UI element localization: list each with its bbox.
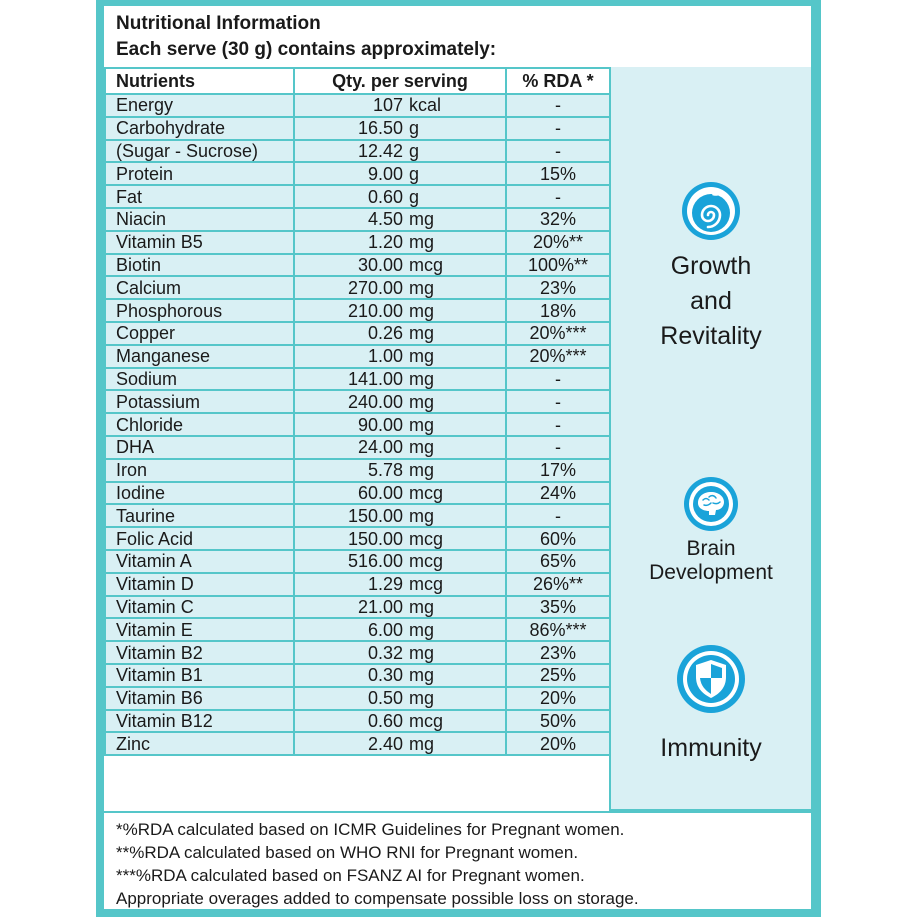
nutrient-name: Biotin (105, 254, 294, 277)
nutrient-rda: 35% (506, 596, 610, 619)
nutrient-quantity (294, 299, 506, 322)
nutrient-rda: 50% (506, 710, 610, 733)
column-header-qty: Qty. per serving (294, 68, 506, 94)
nutrient-name: Vitamin A (105, 550, 294, 573)
quantity-unit: mg (409, 619, 435, 640)
nutrient-rda: - (506, 413, 610, 436)
nutrient-quantity (294, 641, 506, 664)
table-row (105, 254, 610, 277)
nutrient-rda: 100%** (506, 254, 610, 277)
table-row (105, 527, 610, 550)
nutrient-quantity (294, 573, 506, 596)
serving-subtitle: Each serve (30 g) contains approximately: (116, 39, 497, 60)
nutrition-table (104, 67, 611, 756)
table-row (105, 368, 610, 391)
quantity-value: 150.00 (347, 528, 403, 549)
quantity-unit: mg (409, 346, 435, 367)
footnote-who: **%RDA calculated based on WHO RNI for Pregnant women. (116, 843, 579, 862)
table-row (105, 345, 610, 368)
nutrient-name: Zinc (105, 732, 294, 755)
quantity-value: 9.00 (367, 163, 403, 184)
footnote-fsanz: ***%RDA calculated based on FSANZ AI for Pregnant women. (116, 866, 585, 885)
quantity-unit: mg (409, 323, 435, 344)
quantity-unit: g (409, 140, 420, 161)
nutrient-rda: 20%*** (506, 345, 610, 368)
table-row (105, 299, 610, 322)
quantity-unit: mcg (409, 551, 444, 572)
nutrient-rda: - (506, 94, 610, 117)
quantity-value: 4.50 (367, 209, 403, 230)
table-row (105, 732, 610, 755)
table-row (105, 710, 610, 733)
nutrient-quantity (294, 687, 506, 710)
quantity-value: 6.00 (367, 619, 403, 640)
quantity-unit: g (409, 163, 420, 184)
quantity-unit: mcg (409, 254, 444, 275)
growth-label-line1: Growth (670, 252, 752, 280)
nutrient-rda: 23% (506, 641, 610, 664)
quantity-unit: kcal (409, 95, 442, 116)
nutrient-name: Iron (105, 459, 294, 482)
nutrient-rda: - (506, 117, 610, 140)
quantity-unit: mcg (409, 574, 444, 595)
column-header-rda: % RDA * (506, 68, 610, 94)
table-row (105, 117, 610, 140)
nutrient-name: Vitamin C (105, 596, 294, 619)
nutrient-quantity (294, 527, 506, 550)
quantity-unit: mg (409, 733, 435, 754)
quantity-value: 1.20 (367, 232, 403, 253)
nutrient-name: Niacin (105, 208, 294, 231)
brain-label-line2: Development (649, 561, 773, 584)
table-row (105, 550, 610, 573)
quantity-value: 0.26 (367, 323, 403, 344)
nutrient-rda: - (506, 140, 610, 163)
quantity-value: 5.78 (367, 460, 403, 481)
nutrient-rda: - (506, 390, 610, 413)
quantity-value: 0.30 (367, 665, 403, 686)
nutrient-quantity (294, 596, 506, 619)
quantity-value: 60.00 (357, 482, 403, 503)
nutrient-rda: 18% (506, 299, 610, 322)
immunity-section (609, 587, 811, 811)
nutrient-quantity (294, 436, 506, 459)
quantity-value: 150.00 (347, 505, 403, 526)
quantity-unit: mg (409, 642, 435, 663)
nutrient-quantity (294, 345, 506, 368)
nutrient-rda: 60% (506, 527, 610, 550)
table-row (105, 231, 610, 254)
nutrient-quantity (294, 459, 506, 482)
nutrient-name: Chloride (105, 413, 294, 436)
quantity-value: 21.00 (357, 596, 403, 617)
quantity-unit: mg (409, 688, 435, 709)
nutrient-quantity (294, 254, 506, 277)
nutrition-table-area (104, 67, 811, 811)
nutrient-name: Vitamin E (105, 618, 294, 641)
quantity-unit: g (409, 186, 420, 207)
growth-label-line3: Revitality (660, 322, 762, 350)
quantity-value: 0.60 (367, 710, 403, 731)
nutrient-rda: 23% (506, 276, 610, 299)
table-row (105, 687, 610, 710)
table-row (105, 504, 610, 527)
nutrient-rda: 20% (506, 732, 610, 755)
nutrient-rda: 20%** (506, 231, 610, 254)
quantity-value: 90.00 (357, 414, 403, 435)
nutrient-rda: 24% (506, 482, 610, 505)
nutrient-name: Fat (105, 185, 294, 208)
nutrient-name: Vitamin B2 (105, 641, 294, 664)
column-header-nutrients: Nutrients (105, 68, 294, 94)
nutrient-rda: 20% (506, 687, 610, 710)
table-row (105, 482, 610, 505)
nutrient-quantity (294, 140, 506, 163)
quantity-unit: mg (409, 300, 435, 321)
nutrient-name: Iodine (105, 482, 294, 505)
nutrient-rda: 32% (506, 208, 610, 231)
quantity-unit: mg (409, 391, 435, 412)
nutrient-rda: 25% (506, 664, 610, 687)
quantity-value: 16.50 (357, 118, 403, 139)
nutrient-rda: - (506, 185, 610, 208)
table-row (105, 208, 610, 231)
nutrient-rda: 26%** (506, 573, 610, 596)
quantity-unit: mcg (409, 482, 444, 503)
quantity-unit: mg (409, 437, 435, 458)
quantity-value: 1.29 (367, 574, 403, 595)
nutrient-quantity (294, 276, 506, 299)
nutrient-quantity (294, 185, 506, 208)
nutrient-quantity (294, 550, 506, 573)
quantity-value: 240.00 (347, 391, 403, 412)
nutrient-rda: 15% (506, 162, 610, 185)
quantity-unit: mg (409, 505, 435, 526)
table-row (105, 390, 610, 413)
quantity-value: 0.50 (367, 688, 403, 709)
quantity-value: 1.00 (367, 346, 403, 367)
nutrient-name: Vitamin D (105, 573, 294, 596)
table-row (105, 596, 610, 619)
brain-label-line1: Brain (686, 537, 736, 560)
nutrient-name: Carbohydrate (105, 117, 294, 140)
nutrient-name: DHA (105, 436, 294, 459)
nutrient-rda: - (506, 436, 610, 459)
nutrient-name: Manganese (105, 345, 294, 368)
footnotes (104, 811, 811, 909)
table-row (105, 185, 610, 208)
quantity-unit: mg (409, 277, 435, 298)
nutrient-name: Phosphorous (105, 299, 294, 322)
nutrient-name: Sodium (105, 368, 294, 391)
nutrient-name: Copper (105, 322, 294, 345)
table-row (105, 436, 610, 459)
quantity-unit: mg (409, 596, 435, 617)
nutrient-name: Vitamin B1 (105, 664, 294, 687)
spiral-icon (679, 179, 743, 243)
shield-icon (675, 643, 747, 715)
quantity-unit: g (409, 118, 420, 139)
nutrient-quantity (294, 413, 506, 436)
quantity-value: 270.00 (347, 277, 403, 298)
nutrient-name: Vitamin B6 (105, 687, 294, 710)
page-title: Nutritional Information (116, 13, 321, 34)
nutrient-name: Taurine (105, 504, 294, 527)
brain-section (609, 465, 811, 589)
footnote-overages: Appropriate overages added to compensate possible loss on storage. (116, 889, 639, 908)
quantity-unit: mcg (409, 528, 444, 549)
quantity-value: 2.40 (367, 733, 403, 754)
footnote-icmr: *%RDA calculated based on ICMR Guidelines for Pregnant women. (116, 820, 625, 839)
table-row (105, 140, 610, 163)
quantity-value: 107 (372, 95, 403, 116)
table-row (105, 94, 610, 117)
quantity-unit: mg (409, 232, 435, 253)
quantity-value: 0.32 (367, 642, 403, 663)
quantity-value: 30.00 (357, 254, 403, 275)
nutrient-name: Protein (105, 162, 294, 185)
nutrient-quantity (294, 94, 506, 117)
table-row (105, 322, 610, 345)
quantity-value: 516.00 (347, 551, 403, 572)
nutrient-quantity (294, 664, 506, 687)
nutrient-rda: - (506, 368, 610, 391)
nutrient-rda: 17% (506, 459, 610, 482)
table-row (105, 664, 610, 687)
growth-label-line2: and (690, 287, 732, 315)
nutrient-quantity (294, 618, 506, 641)
brain-icon (682, 475, 740, 533)
quantity-value: 0.60 (367, 186, 403, 207)
nutrient-quantity (294, 368, 506, 391)
quantity-unit: mg (409, 368, 435, 389)
table-row (105, 573, 610, 596)
quantity-unit: mcg (409, 710, 444, 731)
quantity-unit: mg (409, 665, 435, 686)
nutrient-rda: - (506, 504, 610, 527)
nutrient-name: Vitamin B12 (105, 710, 294, 733)
immunity-label: Immunity (660, 734, 762, 762)
quantity-value: 24.00 (357, 437, 403, 458)
quantity-unit: mg (409, 460, 435, 481)
nutrient-name: Calcium (105, 276, 294, 299)
nutrient-name: Energy (105, 94, 294, 117)
nutrient-quantity (294, 208, 506, 231)
nutrient-quantity (294, 117, 506, 140)
table-row (105, 276, 610, 299)
nutrient-quantity (294, 231, 506, 254)
quantity-unit: mg (409, 209, 435, 230)
growth-section (609, 67, 811, 467)
quantity-value: 12.42 (357, 140, 403, 161)
nutrient-rda: 20%*** (506, 322, 610, 345)
table-row (105, 641, 610, 664)
nutrient-rda: 65% (506, 550, 610, 573)
nutrient-name: Folic Acid (105, 527, 294, 550)
nutrient-quantity (294, 390, 506, 413)
quantity-unit: mg (409, 414, 435, 435)
nutrient-quantity (294, 504, 506, 527)
nutrient-quantity (294, 482, 506, 505)
table-row (105, 413, 610, 436)
nutrient-name: Potassium (105, 390, 294, 413)
nutrient-quantity (294, 162, 506, 185)
table-row (105, 162, 610, 185)
table-row (105, 459, 610, 482)
nutrient-quantity (294, 732, 506, 755)
nutrient-name: Vitamin B5 (105, 231, 294, 254)
nutrient-name: (Sugar - Sucrose) (105, 140, 294, 163)
nutrient-quantity (294, 710, 506, 733)
quantity-value: 141.00 (347, 368, 403, 389)
table-row (105, 618, 610, 641)
nutrient-quantity (294, 322, 506, 345)
quantity-value: 210.00 (347, 300, 403, 321)
nutrient-rda: 86%*** (506, 618, 610, 641)
